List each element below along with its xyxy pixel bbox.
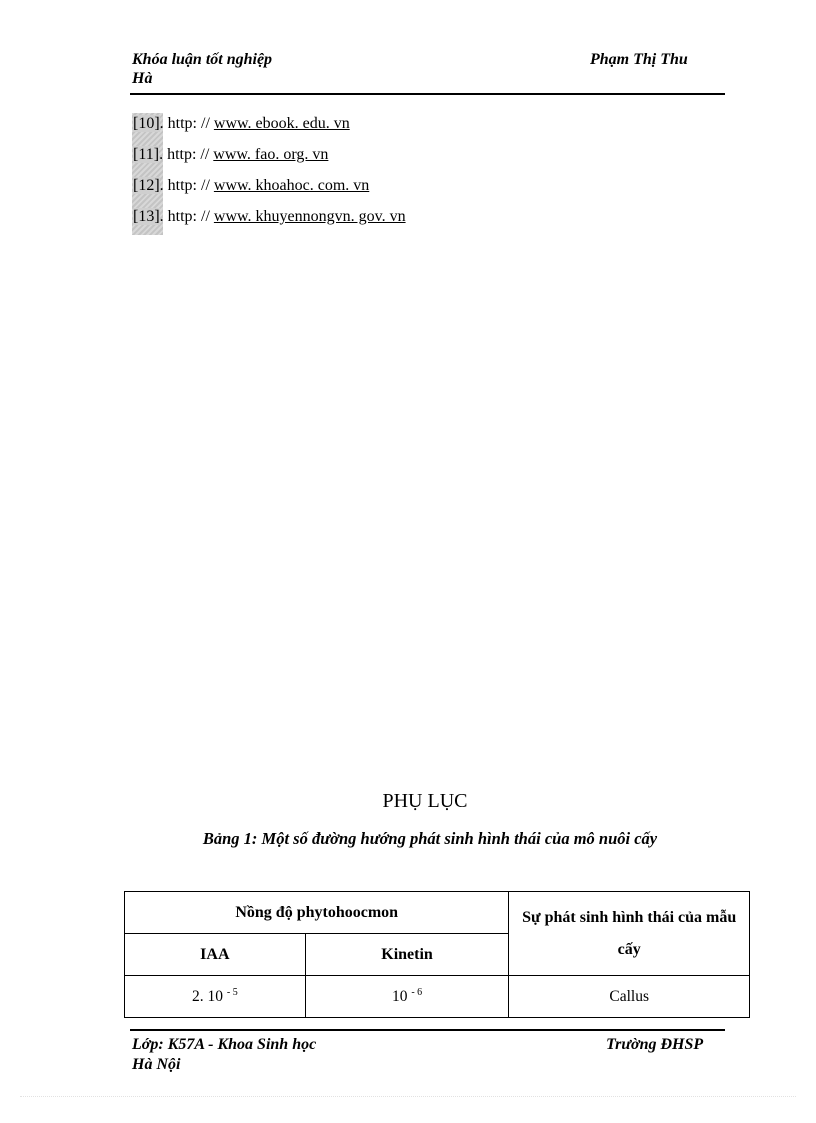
kinetin-header-cell: Kinetin (305, 934, 509, 976)
page-edge (20, 1096, 796, 1097)
reference-link[interactable]: www. fao. org. vn (213, 146, 329, 163)
header-city: Hà (132, 70, 153, 87)
phytohormone-table (124, 891, 750, 1018)
reference-number: [11] (133, 146, 160, 163)
reference-item (133, 175, 369, 197)
header-left (132, 50, 332, 88)
reference-link[interactable]: www. ebook. edu. vn (213, 115, 350, 132)
reference-prefix: . http: // (159, 177, 214, 194)
reference-item (133, 113, 350, 135)
iaa-base: 2. 10 (191, 988, 223, 1005)
reference-item (133, 206, 406, 228)
reference-link[interactable]: www. khuyennongvn. gov. vn (213, 208, 406, 225)
footer-class-label: Lớp: K57A - Khoa Sinh học (132, 1036, 317, 1053)
reference-prefix: . http: // (159, 146, 214, 163)
reference-number: [10] (133, 115, 160, 132)
footer-left (132, 1035, 392, 1075)
reference-item (133, 144, 328, 166)
kinetin-value-cell (305, 976, 509, 1018)
reference-number: [12] (133, 177, 160, 194)
header-rule (130, 93, 725, 95)
header-thesis-label: Khóa luận tốt nghiệp (132, 51, 273, 68)
iaa-value-cell (125, 976, 306, 1018)
result-value-cell: Callus (509, 976, 750, 1018)
footer-university: Trường ĐHSP (606, 1036, 704, 1053)
table-row (125, 976, 750, 1018)
kinetin-exponent: - 6 (411, 987, 423, 998)
group-header-cell: Nồng độ phytohoocmon (125, 892, 509, 934)
result-header-cell: Sự phát sinh hình thái của mẫu cấy (509, 892, 750, 976)
reference-link[interactable]: www. khoahoc. com. vn (213, 177, 370, 194)
appendix-title: PHỤ LỤC (382, 790, 468, 812)
iaa-header-cell: IAA (125, 934, 306, 976)
reference-prefix: . http: // (159, 115, 214, 132)
kinetin-base: 10 (391, 988, 408, 1005)
reference-prefix: . http: // (159, 208, 214, 225)
header-author: Phạm Thị Thu (590, 51, 688, 68)
table-caption: Bảng 1: Một số đường hướng phát sinh hình thái của mô nuôi cấy (202, 829, 658, 848)
footer-city: Hà Nội (132, 1056, 181, 1073)
footer-rule (130, 1029, 725, 1031)
reference-number: [13] (133, 208, 160, 225)
iaa-exponent: - 5 (226, 987, 238, 998)
